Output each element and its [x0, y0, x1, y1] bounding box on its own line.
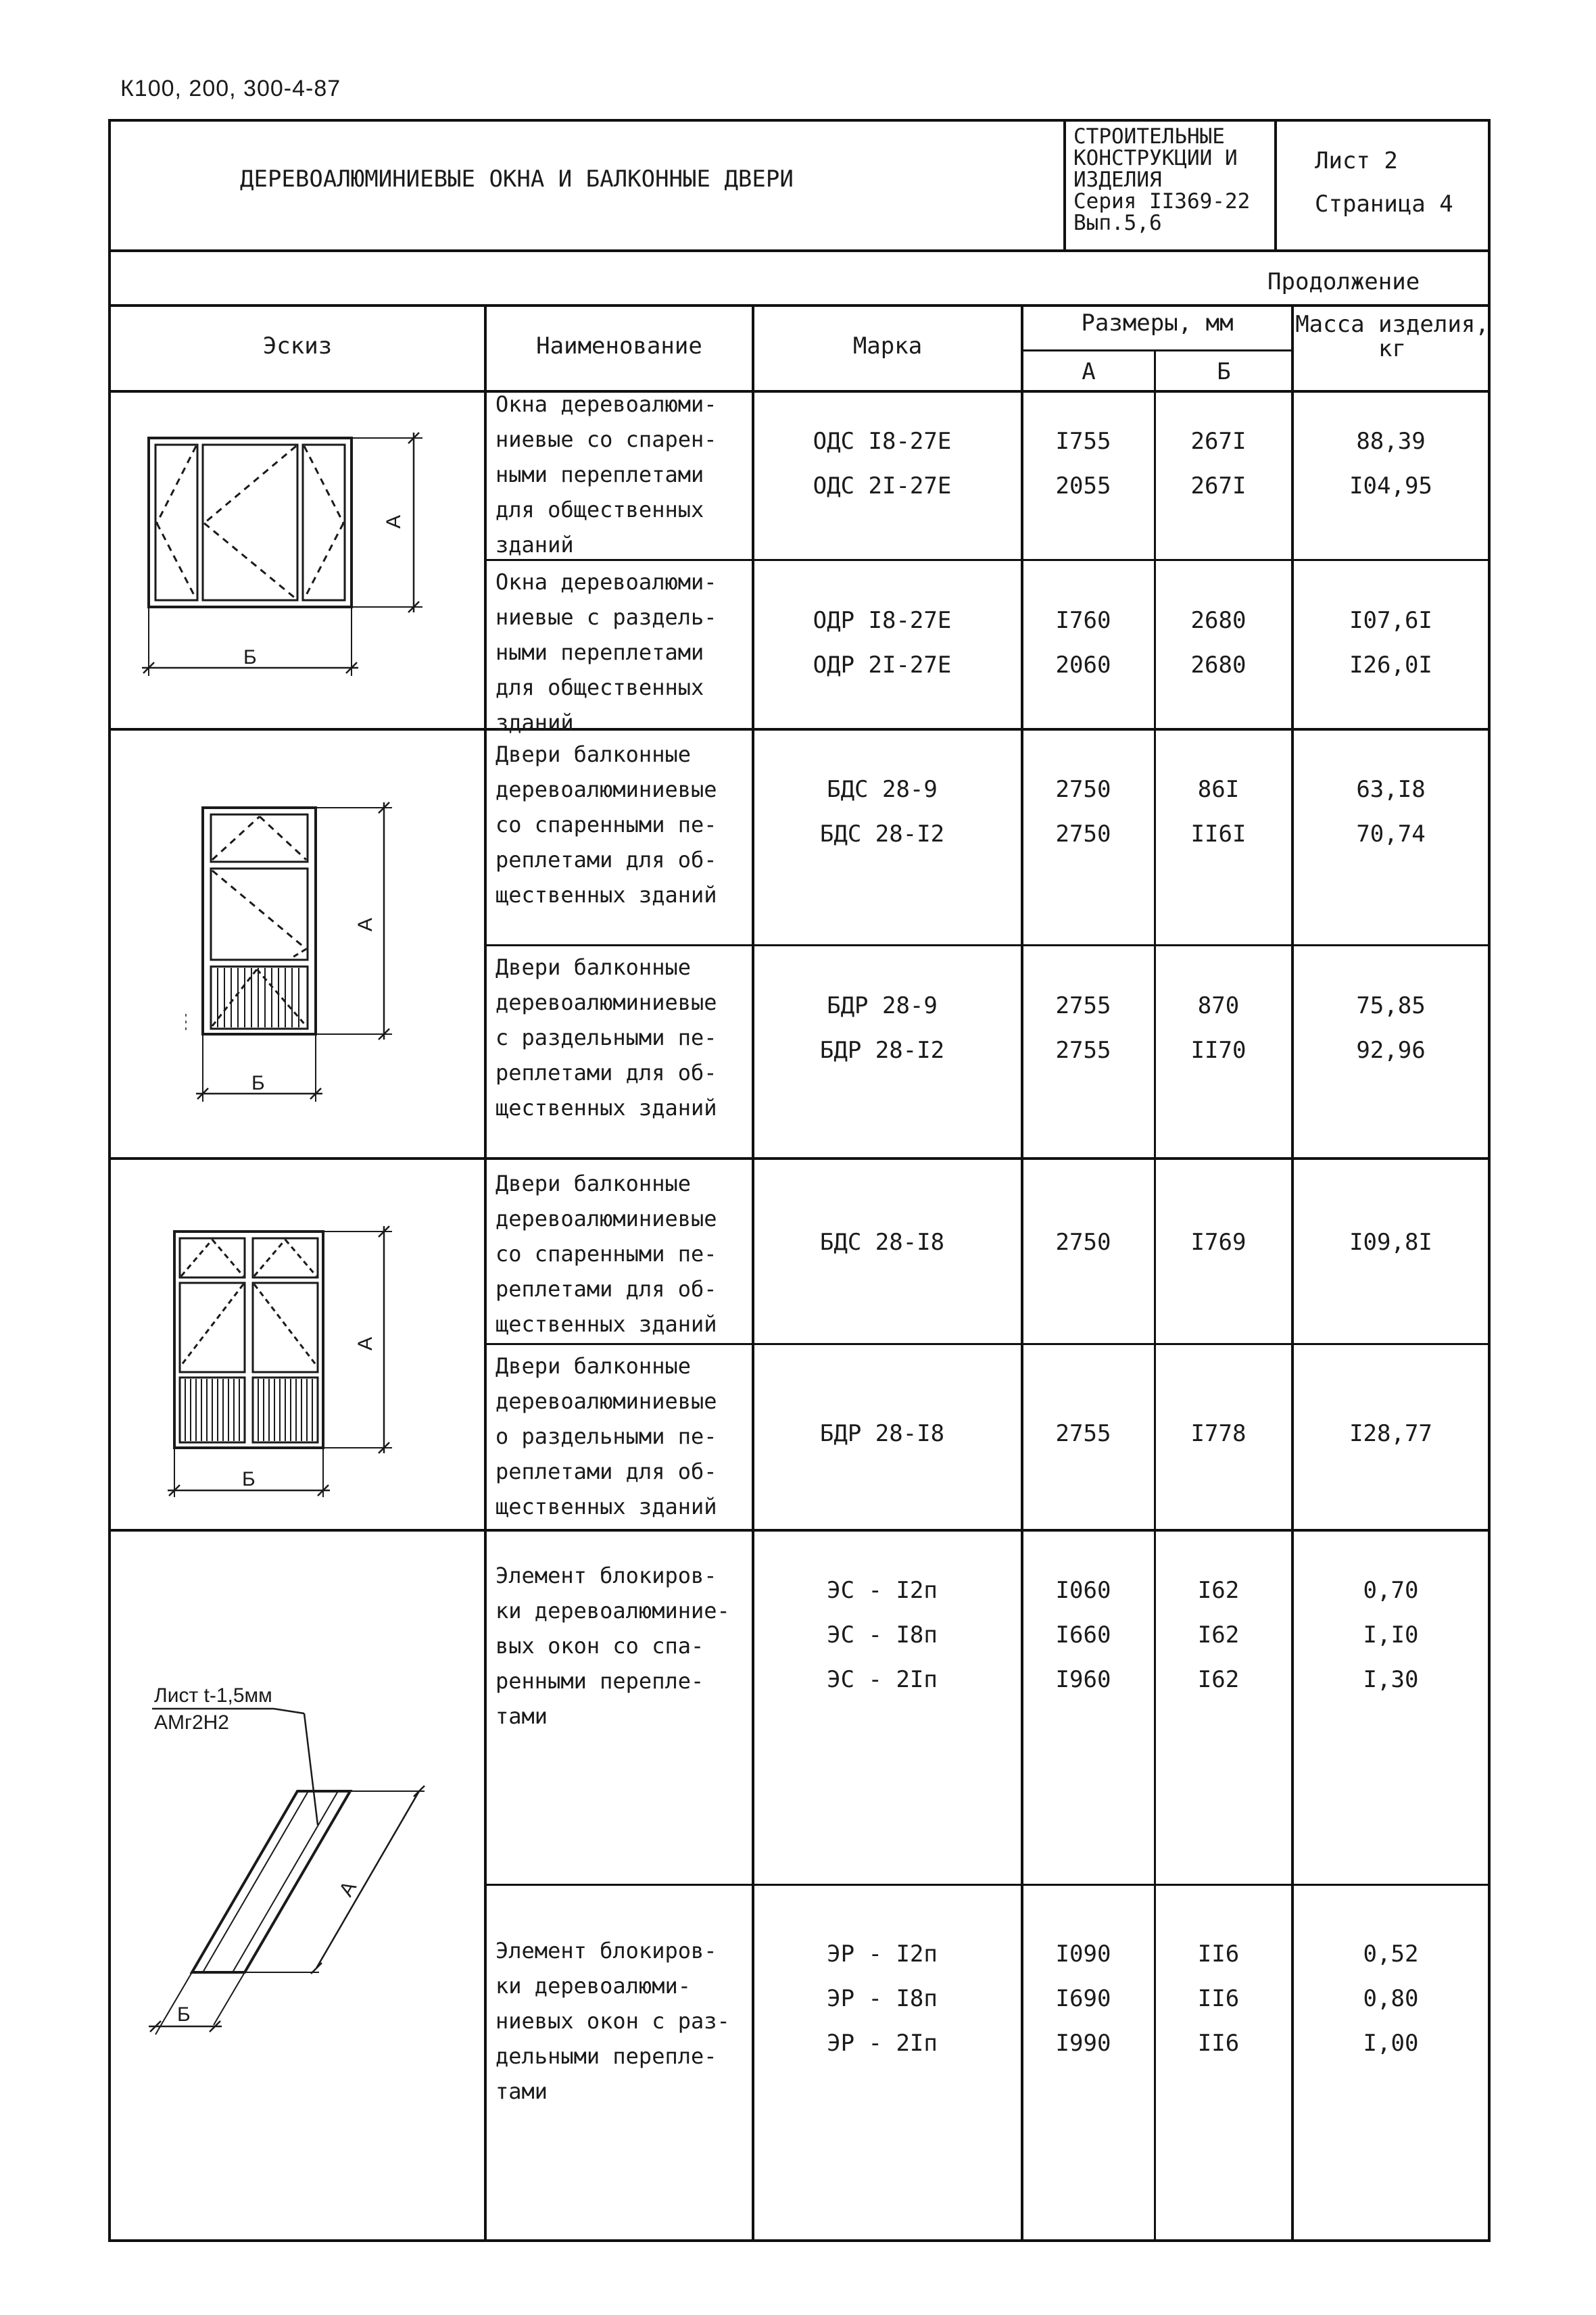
mark-cell: ЭС - I8п	[827, 1622, 938, 1649]
name-line: ки деревоалюминие-	[495, 1598, 730, 1624]
name-line: щественных зданий	[495, 1095, 717, 1121]
document-code: К100, 200, 300-4-87	[120, 76, 341, 101]
header-size-a: А	[1082, 358, 1096, 385]
name-line: тами	[495, 1703, 548, 1729]
mass-cell: 75,85	[1356, 992, 1426, 1019]
name-line: тами	[495, 2078, 548, 2104]
mass-cell: I,00	[1363, 2030, 1419, 2057]
mass-cell: 0,52	[1363, 1941, 1419, 1968]
mass-cell: 92,96	[1356, 1037, 1426, 1064]
name-line: реплетами для об-	[495, 1060, 717, 1086]
size-b-cell: I62	[1197, 1666, 1240, 1693]
size-a-cell: 2750	[1055, 821, 1111, 848]
size-a-cell: 2055	[1055, 472, 1111, 499]
name-line: зданий	[495, 710, 574, 735]
name-line: деревоалюминиевые	[495, 1206, 717, 1232]
mark-cell: ЭР - 2Iп	[827, 2030, 938, 2057]
dimension-b-label: Б	[242, 1468, 256, 1490]
mark-cell: ОДС I8-27Е	[813, 428, 952, 455]
size-a-cell: I660	[1055, 1622, 1111, 1649]
size-a-cell: I990	[1055, 2030, 1111, 2057]
size-b-cell: 870	[1197, 992, 1240, 1019]
mark-cell: БДС 28-I8	[819, 1229, 945, 1256]
size-b-cell: I62	[1197, 1577, 1240, 1604]
name-line: со спаренными пе-	[495, 1241, 717, 1267]
size-b-cell: 86I	[1197, 776, 1240, 803]
size-a-cell: I960	[1055, 1666, 1111, 1693]
size-b-cell: II70	[1190, 1037, 1247, 1064]
mark-cell: ОДР 2I-27Е	[813, 652, 952, 679]
header-sizes: Размеры, мм	[1081, 310, 1234, 337]
mark-cell: БДС 28-I2	[819, 821, 945, 848]
name-line: Двери балконные	[495, 1171, 691, 1196]
size-b-cell: I778	[1190, 1420, 1247, 1447]
size-b-cell: 2680	[1190, 652, 1247, 679]
series-line: Серия II369-22	[1073, 189, 1251, 214]
size-a-cell: 2755	[1055, 992, 1111, 1019]
name-line: Окна деревоалюми-	[495, 391, 717, 417]
name-line: ниевых окон с раз-	[495, 2008, 730, 2034]
name-line: ными переплетами	[495, 639, 704, 665]
name-line: ниевые со спарен-	[495, 427, 717, 452]
name-line: вых окон со спа-	[495, 1633, 704, 1659]
material-note: АМг2Н2	[154, 1711, 229, 1734]
mass-cell: 88,39	[1356, 428, 1426, 455]
door-sketch	[186, 802, 392, 1102]
mass-cell: 63,I8	[1356, 776, 1426, 803]
name-line: Двери балконные	[495, 741, 691, 767]
header-name: Наименование	[536, 333, 702, 360]
document-title: ДЕРЕВОАЛЮМИНИЕВЫЕ ОКНА И БАЛКОННЫЕ ДВЕРИ	[240, 166, 794, 193]
name-line: щественных зданий	[495, 882, 717, 908]
mass-cell: 0,80	[1363, 1985, 1419, 2012]
name-line: Элемент блокиров-	[495, 1563, 717, 1588]
dimension-a-label: А	[383, 514, 405, 529]
size-a-cell: I755	[1055, 428, 1111, 455]
page-number: Страница 4	[1315, 191, 1453, 218]
mark-cell: БДС 28-9	[827, 776, 938, 803]
mark-cell: ЭС - 2Iп	[827, 1666, 938, 1693]
header-sketch: Эскиз	[262, 333, 333, 360]
size-b-cell: 267I	[1190, 472, 1247, 499]
name-line: для общественных	[495, 497, 704, 522]
mass-cell: I04,95	[1349, 472, 1432, 499]
blocking-element-sketch	[149, 1709, 425, 2034]
mark-cell: ЭС - I2п	[827, 1577, 938, 1604]
name-line: щественных зданий	[495, 1311, 717, 1337]
name-line: деревоалюминиевые	[495, 1388, 717, 1414]
mass-cell: I09,8I	[1349, 1229, 1432, 1256]
double-door-sketch	[168, 1226, 392, 1497]
name-line: деревоалюминиевые	[495, 777, 717, 802]
series-line: Вып.5,6	[1073, 211, 1162, 235]
dimension-a-label: А	[354, 1336, 377, 1350]
window-sketch	[142, 433, 422, 676]
mass-cell: I26,0I	[1349, 652, 1432, 679]
size-b-cell: II6	[1197, 1941, 1240, 1968]
mass-cell: I07,6I	[1349, 607, 1432, 634]
name-line: ренными перепле-	[495, 1668, 704, 1694]
mark-cell: ЭР - I2п	[827, 1941, 938, 1968]
mark-cell: БДР 28-I2	[819, 1037, 945, 1064]
size-a-cell: 2750	[1055, 776, 1111, 803]
name-line: о раздельными пе-	[495, 1423, 717, 1449]
name-line: деревоалюминиевые	[495, 990, 717, 1015]
mass-cell: 0,70	[1363, 1577, 1419, 1604]
size-b-cell: 2680	[1190, 607, 1247, 634]
mark-cell: ЭР - I8п	[827, 1985, 938, 2012]
sheet-number: Лист 2	[1315, 147, 1398, 174]
name-line: ки деревоалюми-	[495, 1973, 691, 1999]
size-b-cell: II6	[1197, 1985, 1240, 2012]
dimension-a-label: А	[335, 1877, 362, 1901]
name-line: Двери балконные	[495, 1353, 691, 1379]
name-line: реплетами для об-	[495, 847, 717, 873]
size-a-cell: 2060	[1055, 652, 1111, 679]
mass-cell: I28,77	[1349, 1420, 1432, 1447]
name-line: ными переплетами	[495, 462, 704, 487]
name-line: с раздельными пе-	[495, 1025, 717, 1050]
name-line: Двери балконные	[495, 954, 691, 980]
name-line: зданий	[495, 532, 574, 558]
name-line: Окна деревоалюми-	[495, 569, 717, 595]
name-line: для общественных	[495, 675, 704, 700]
size-a-cell: I060	[1055, 1577, 1111, 1604]
size-b-cell: 267I	[1190, 428, 1247, 455]
size-a-cell: I760	[1055, 607, 1111, 634]
name-line: реплетами для об-	[495, 1459, 717, 1484]
mass-cell: I,I0	[1363, 1622, 1419, 1649]
name-line: Элемент блокиров-	[495, 1938, 717, 1964]
mark-cell: ОДС 2I-27Е	[813, 472, 952, 499]
size-b-cell: I62	[1197, 1622, 1240, 1649]
header-size-b: Б	[1217, 358, 1231, 385]
name-line: реплетами для об-	[495, 1276, 717, 1302]
series-line: ИЗДЕЛИЯ	[1073, 168, 1162, 192]
mark-cell: ОДР I8-27Е	[813, 607, 952, 634]
name-line: со спаренными пе-	[495, 812, 717, 837]
size-a-cell: 2755	[1055, 1420, 1111, 1447]
dimension-a-label: А	[354, 917, 377, 931]
mark-cell: БДР 28-9	[827, 992, 938, 1019]
series-line: СТРОИТЕЛЬНЫЕ	[1073, 124, 1225, 149]
name-line: щественных зданий	[495, 1494, 717, 1519]
header-mass: Масса изделия, кг	[1295, 311, 1489, 362]
size-a-cell: 2750	[1055, 1229, 1111, 1256]
mass-cell: 70,74	[1356, 821, 1426, 848]
dimension-b-label: Б	[177, 2003, 191, 2026]
size-a-cell: 2755	[1055, 1037, 1111, 1064]
name-line: дельными перепле-	[495, 2043, 717, 2069]
dimension-b-label: Б	[243, 646, 257, 668]
size-b-cell: I769	[1190, 1229, 1247, 1256]
series-line: КОНСТРУКЦИИ И	[1073, 146, 1238, 170]
sheet-thickness-note: Лист t-1,5мм	[154, 1684, 272, 1707]
mark-cell: БДР 28-I8	[819, 1420, 945, 1447]
size-b-cell: II6	[1197, 2030, 1240, 2057]
size-a-cell: I090	[1055, 1941, 1111, 1968]
dimension-b-label: Б	[251, 1072, 265, 1094]
continuation-label: Продолжение	[1267, 268, 1420, 295]
size-a-cell: I690	[1055, 1985, 1111, 2012]
header-mark: Марка	[852, 333, 923, 360]
name-line: ниевые с раздель-	[495, 604, 717, 630]
mass-cell: I,30	[1363, 1666, 1419, 1693]
size-b-cell: II6I	[1190, 821, 1247, 848]
